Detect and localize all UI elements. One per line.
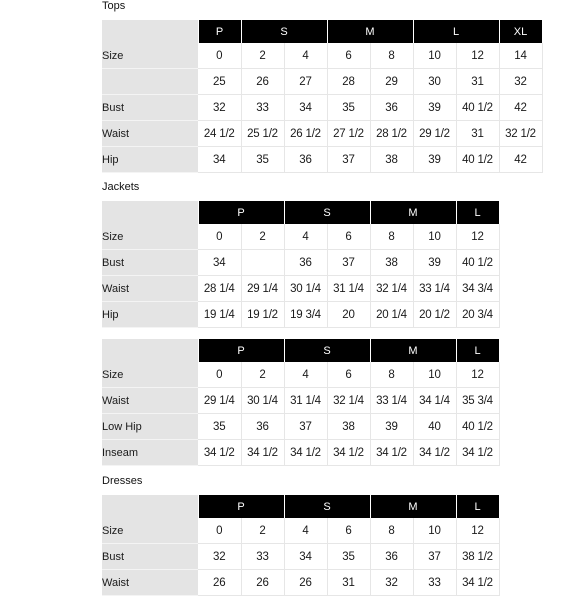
measurement-cell: 30 1/4 xyxy=(284,276,327,302)
section-title: Tops xyxy=(102,0,126,12)
measurement-cell: 12 xyxy=(456,518,499,544)
size-group-label: P xyxy=(198,339,284,362)
measurement-cell: 33 1/4 xyxy=(413,276,456,302)
table-row xyxy=(102,147,542,173)
table-row xyxy=(102,302,499,328)
measurement-cell: 30 1/4 xyxy=(241,388,284,414)
measurement-cell: 36 xyxy=(284,250,327,276)
measurement-cell: 36 xyxy=(284,147,327,173)
measurement-cell: 29 1/2 xyxy=(413,121,456,147)
measurement-cell: 4 xyxy=(284,224,327,250)
measurement-cell: 20 1/2 xyxy=(413,302,456,328)
measurement-cell: 32 1/4 xyxy=(327,388,370,414)
measurement-cell: 24 1/2 xyxy=(198,121,241,147)
table-row xyxy=(102,121,542,147)
measurement-cell: 26 xyxy=(284,570,327,596)
size-group-header xyxy=(102,20,542,43)
measurement-cell: 2 xyxy=(241,224,284,250)
measurement-cell: 12 xyxy=(456,362,499,388)
size-group-label: L xyxy=(413,20,499,43)
row-label: Hip xyxy=(102,147,198,173)
table-row xyxy=(102,544,499,570)
size-group-label: M xyxy=(370,495,456,518)
size-group-header xyxy=(102,495,499,518)
measurement-cell: 35 3/4 xyxy=(456,388,499,414)
size-group-label: S xyxy=(284,201,370,224)
measurement-cell: 10 xyxy=(413,224,456,250)
table-row xyxy=(102,224,499,250)
measurement-cell: 37 xyxy=(327,250,370,276)
measurement-cell: 19 1/2 xyxy=(241,302,284,328)
measurement-cell: 30 xyxy=(413,69,456,95)
measurement-cell: 0 xyxy=(198,518,241,544)
measurement-cell: 34 xyxy=(284,544,327,570)
table-row xyxy=(102,95,542,121)
measurement-cell: 32 1/4 xyxy=(370,276,413,302)
table-row xyxy=(102,388,499,414)
measurement-cell: 36 xyxy=(370,95,413,121)
measurement-cell: 8 xyxy=(370,224,413,250)
measurement-cell: 32 xyxy=(198,544,241,570)
size-group-label: XL xyxy=(499,20,542,43)
measurement-cell: 34 1/2 xyxy=(198,440,241,466)
measurement-cell: 35 xyxy=(241,147,284,173)
row-label: Bust xyxy=(102,250,198,276)
size-group-label: M xyxy=(370,201,456,224)
measurement-cell: 37 xyxy=(413,544,456,570)
measurement-cell: 42 xyxy=(499,95,542,121)
measurement-cell: 37 xyxy=(327,147,370,173)
measurement-cell: 20 1/4 xyxy=(370,302,413,328)
measurement-cell: 2 xyxy=(241,43,284,69)
measurement-cell: 34 1/4 xyxy=(413,388,456,414)
size-group-label: L xyxy=(456,201,499,224)
measurement-cell: 4 xyxy=(284,43,327,69)
measurement-cell: 0 xyxy=(198,362,241,388)
size-group-label: S xyxy=(284,339,370,362)
size-table xyxy=(102,201,500,328)
size-group-header xyxy=(102,201,499,224)
measurement-cell: 42 xyxy=(499,147,542,173)
measurement-cell: 2 xyxy=(241,518,284,544)
measurement-cell: 34 1/2 xyxy=(413,440,456,466)
measurement-cell: 4 xyxy=(284,518,327,544)
header-blank-cell xyxy=(102,339,198,362)
measurement-cell: 33 xyxy=(241,544,284,570)
measurement-cell: 39 xyxy=(370,414,413,440)
measurement-cell: 35 xyxy=(327,95,370,121)
measurement-cell: 10 xyxy=(413,362,456,388)
measurement-cell: 26 1/2 xyxy=(284,121,327,147)
measurement-cell: 32 xyxy=(499,69,542,95)
size-group-label: L xyxy=(456,339,499,362)
measurement-cell: 26 xyxy=(198,570,241,596)
size-group-label: M xyxy=(327,20,413,43)
table-row xyxy=(102,250,499,276)
measurement-cell: 27 1/2 xyxy=(327,121,370,147)
size-group-label: M xyxy=(370,339,456,362)
measurement-cell: 40 xyxy=(413,414,456,440)
row-label: Size xyxy=(102,43,198,69)
measurement-cell: 32 xyxy=(370,570,413,596)
measurement-cell: 40 1/2 xyxy=(456,95,499,121)
measurement-cell: 14 xyxy=(499,43,542,69)
row-label: Size xyxy=(102,224,198,250)
measurement-cell: 39 xyxy=(413,250,456,276)
measurement-cell: 36 xyxy=(370,544,413,570)
measurement-cell: 38 xyxy=(370,147,413,173)
measurement-cell: 6 xyxy=(327,518,370,544)
measurement-cell: 34 1/2 xyxy=(456,440,499,466)
measurement-cell: 39 xyxy=(413,95,456,121)
measurement-cell: 34 1/2 xyxy=(327,440,370,466)
row-label: Size xyxy=(102,362,198,388)
measurement-cell: 29 1/4 xyxy=(241,276,284,302)
row-label: Hip xyxy=(102,302,198,328)
table-row xyxy=(102,43,542,69)
row-label: Bust xyxy=(102,544,198,570)
measurement-cell: 34 xyxy=(198,147,241,173)
measurement-cell: 0 xyxy=(198,43,241,69)
row-label: Waist xyxy=(102,121,198,147)
measurement-cell: 19 1/4 xyxy=(198,302,241,328)
measurement-cell: 29 1/4 xyxy=(198,388,241,414)
measurement-cell: 34 1/2 xyxy=(241,440,284,466)
measurement-cell: 33 xyxy=(241,95,284,121)
size-group-label: S xyxy=(241,20,327,43)
measurement-cell: 6 xyxy=(327,224,370,250)
measurement-cell: 28 xyxy=(327,69,370,95)
measurement-cell: 31 xyxy=(456,121,499,147)
measurement-cell: 12 xyxy=(456,224,499,250)
measurement-cell: 4 xyxy=(284,362,327,388)
measurement-cell: 26 xyxy=(241,570,284,596)
measurement-cell: 40 1/2 xyxy=(456,250,499,276)
size-table xyxy=(102,339,500,466)
measurement-cell: 12 xyxy=(456,43,499,69)
size-group-header xyxy=(102,339,499,362)
measurement-cell: 19 3/4 xyxy=(284,302,327,328)
measurement-cell: 31 xyxy=(327,570,370,596)
row-label: Waist xyxy=(102,388,198,414)
measurement-cell: 8 xyxy=(370,518,413,544)
measurement-cell: 36 xyxy=(241,414,284,440)
measurement-cell: 39 xyxy=(413,147,456,173)
measurement-cell: 34 3/4 xyxy=(456,276,499,302)
measurement-cell: 34 xyxy=(284,95,327,121)
measurement-cell: 8 xyxy=(370,43,413,69)
table-row xyxy=(102,362,499,388)
size-group-label: P xyxy=(198,495,284,518)
measurement-cell: 33 1/4 xyxy=(370,388,413,414)
measurement-cell: 20 3/4 xyxy=(456,302,499,328)
table-row xyxy=(102,414,499,440)
size-group-label: L xyxy=(456,495,499,518)
measurement-cell: 10 xyxy=(413,518,456,544)
measurement-cell: 38 1/2 xyxy=(456,544,499,570)
measurement-cell: 2 xyxy=(241,362,284,388)
size-group-label: P xyxy=(198,20,241,43)
measurement-cell: 34 1/2 xyxy=(284,440,327,466)
measurement-cell: 26 xyxy=(241,69,284,95)
measurement-cell: 28 1/4 xyxy=(198,276,241,302)
section-title: Jackets xyxy=(102,181,140,193)
size-group-label: S xyxy=(284,495,370,518)
table-row xyxy=(102,440,499,466)
measurement-cell: 40 1/2 xyxy=(456,414,499,440)
row-label xyxy=(102,69,198,95)
row-label: Bust xyxy=(102,95,198,121)
size-table xyxy=(102,495,500,596)
header-blank-cell xyxy=(102,20,198,43)
row-label: Waist xyxy=(102,570,198,596)
measurement-cell: 38 xyxy=(327,414,370,440)
measurement-cell: 40 1/2 xyxy=(456,147,499,173)
measurement-cell: 29 xyxy=(370,69,413,95)
measurement-cell: 35 xyxy=(198,414,241,440)
measurement-cell: 0 xyxy=(198,224,241,250)
measurement-cell: 28 1/2 xyxy=(370,121,413,147)
measurement-cell: 25 xyxy=(198,69,241,95)
header-blank-cell xyxy=(102,201,198,224)
section-title: Dresses xyxy=(102,475,143,487)
measurement-cell: 34 1/2 xyxy=(370,440,413,466)
measurement-cell: 38 xyxy=(370,250,413,276)
measurement-cell: 31 1/4 xyxy=(284,388,327,414)
table-row xyxy=(102,69,542,95)
measurement-cell: 25 1/2 xyxy=(241,121,284,147)
size-table xyxy=(102,20,543,173)
measurement-cell: 35 xyxy=(327,544,370,570)
measurement-cell xyxy=(241,250,284,276)
table-row xyxy=(102,276,499,302)
size-group-label: P xyxy=(198,201,284,224)
header-blank-cell xyxy=(102,495,198,518)
measurement-cell: 31 1/4 xyxy=(327,276,370,302)
measurement-cell: 20 xyxy=(327,302,370,328)
row-label: Size xyxy=(102,518,198,544)
measurement-cell: 37 xyxy=(284,414,327,440)
measurement-cell: 6 xyxy=(327,43,370,69)
measurement-cell: 6 xyxy=(327,362,370,388)
row-label: Waist xyxy=(102,276,198,302)
measurement-cell: 32 1/2 xyxy=(499,121,542,147)
measurement-cell: 32 xyxy=(198,95,241,121)
measurement-cell: 8 xyxy=(370,362,413,388)
measurement-cell: 33 xyxy=(413,570,456,596)
row-label: Low Hip xyxy=(102,414,198,440)
measurement-cell: 10 xyxy=(413,43,456,69)
table-row xyxy=(102,570,499,596)
row-label: Inseam xyxy=(102,440,198,466)
measurement-cell: 31 xyxy=(456,69,499,95)
table-row xyxy=(102,518,499,544)
measurement-cell: 34 xyxy=(198,250,241,276)
measurement-cell: 27 xyxy=(284,69,327,95)
measurement-cell: 34 1/2 xyxy=(456,570,499,596)
